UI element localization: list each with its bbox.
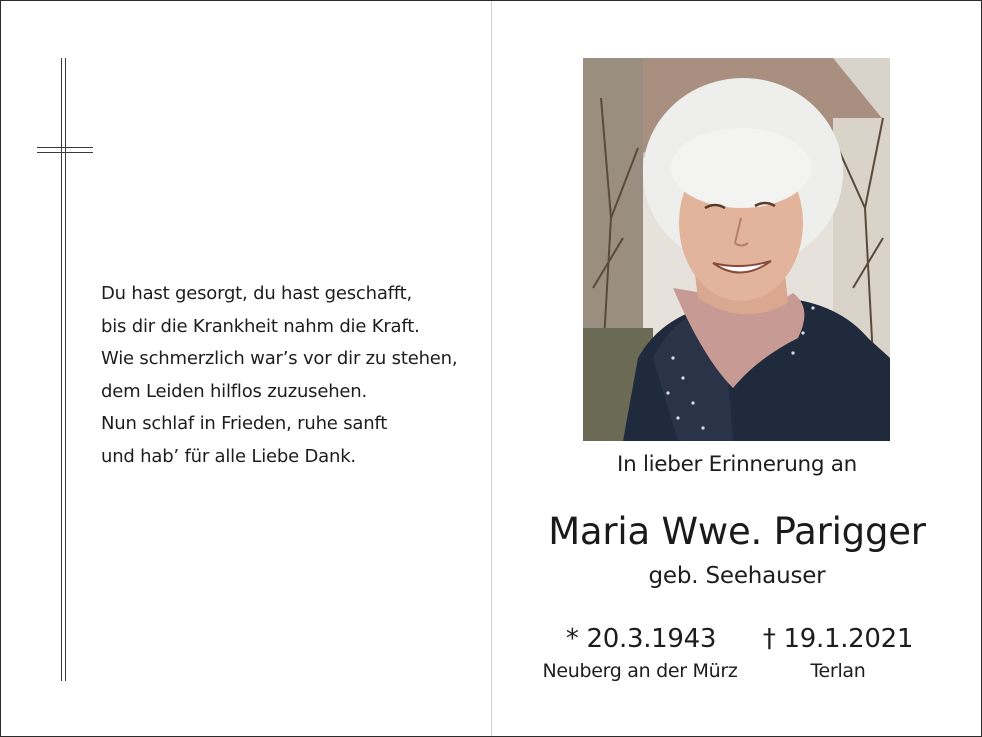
portrait-photo <box>583 58 890 441</box>
poem-line: dem Leiden hilflos zuzusehen. <box>101 380 368 402</box>
death-place: Terlan <box>810 660 866 682</box>
cross-horizontal-line <box>37 147 93 148</box>
poem-line: Nun schlaf in Frieden, ruhe sanft <box>101 413 388 434</box>
birth-place: Neuberg an der Mürz <box>542 660 738 682</box>
birth-date: * 20.3.1943 <box>565 624 717 654</box>
maiden-name: geb. Seehauser <box>648 563 826 589</box>
poem-line: Wie schmerzlich war’s vor dir zu stehen, <box>101 348 458 369</box>
poem-line: und hab’ für alle Liebe Dank. <box>101 445 356 467</box>
poem <box>101 278 457 473</box>
deceased-name: Maria Wwe. Parigger <box>548 510 926 553</box>
poem-line: Du hast gesorgt, du hast geschafft, <box>101 283 412 304</box>
poem-line: bis dir die Krankheit nahm die Kraft. <box>101 315 420 337</box>
fold-line <box>491 1 492 736</box>
cross-horizontal-line <box>37 152 93 153</box>
death-date: † 19.1.2021 <box>762 624 914 654</box>
memory-line: In lieber Erinnerung an <box>617 452 857 477</box>
